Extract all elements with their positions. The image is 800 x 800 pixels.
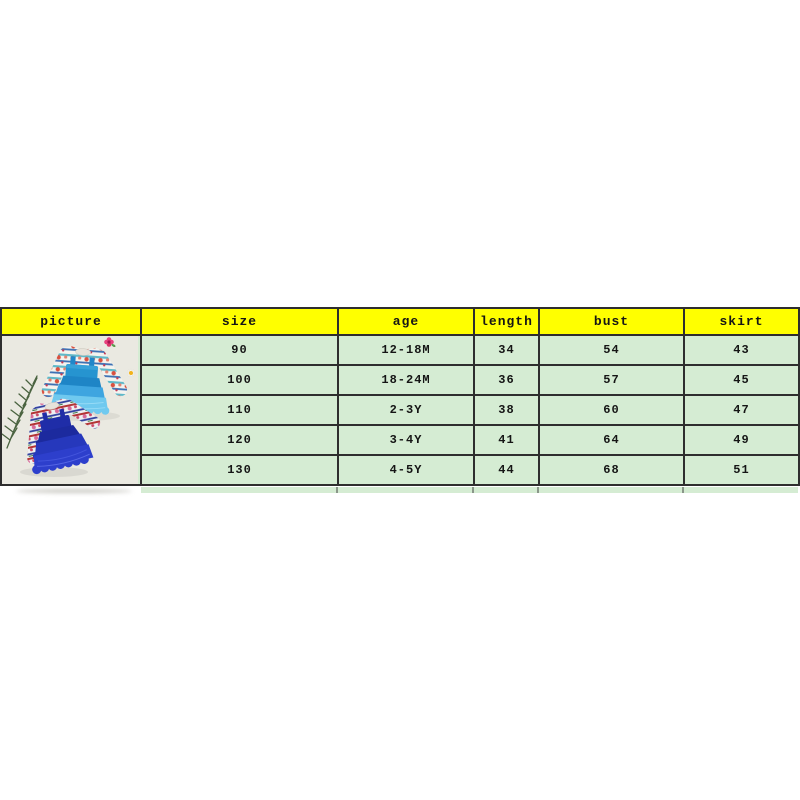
table-cell: 51: [684, 455, 799, 485]
table-cell: 34: [474, 335, 539, 365]
table-cell: 36: [474, 365, 539, 395]
table-cell: 18-24M: [338, 365, 474, 395]
header-skirt: skirt: [684, 308, 799, 335]
table-cell: 60: [539, 395, 684, 425]
table-cell: 49: [684, 425, 799, 455]
size-chart-table: [0, 307, 800, 486]
photo-drop-shadow: [16, 489, 132, 493]
table-cell: 64: [539, 425, 684, 455]
picture-cell: [1, 335, 141, 485]
header-picture: picture: [1, 308, 141, 335]
table-cell: 100: [141, 365, 338, 395]
table-cell: 44: [474, 455, 539, 485]
table-cell: 47: [684, 395, 799, 425]
table-row: [1, 335, 799, 365]
table-edge-remnant: [141, 487, 798, 493]
header-length: length: [474, 308, 539, 335]
table-cell: 2-3Y: [338, 395, 474, 425]
table-cell: 120: [141, 425, 338, 455]
table-cell: 45: [684, 365, 799, 395]
product-photo: [2, 336, 138, 485]
header-bust: bust: [539, 308, 684, 335]
table-cell: 38: [474, 395, 539, 425]
table-cell: 4-5Y: [338, 455, 474, 485]
table-cell: 3-4Y: [338, 425, 474, 455]
header-row: [1, 308, 799, 335]
table-cell: 12-18M: [338, 335, 474, 365]
table-cell: 110: [141, 395, 338, 425]
table-cell: 90: [141, 335, 338, 365]
table-cell: 68: [539, 455, 684, 485]
table-cell: 54: [539, 335, 684, 365]
table-cell: 130: [141, 455, 338, 485]
header-age: age: [338, 308, 474, 335]
daisy-flower-icon: [127, 369, 135, 377]
table-cell: 41: [474, 425, 539, 455]
table-cell: 57: [539, 365, 684, 395]
header-size: size: [141, 308, 338, 335]
table-cell: 43: [684, 335, 799, 365]
